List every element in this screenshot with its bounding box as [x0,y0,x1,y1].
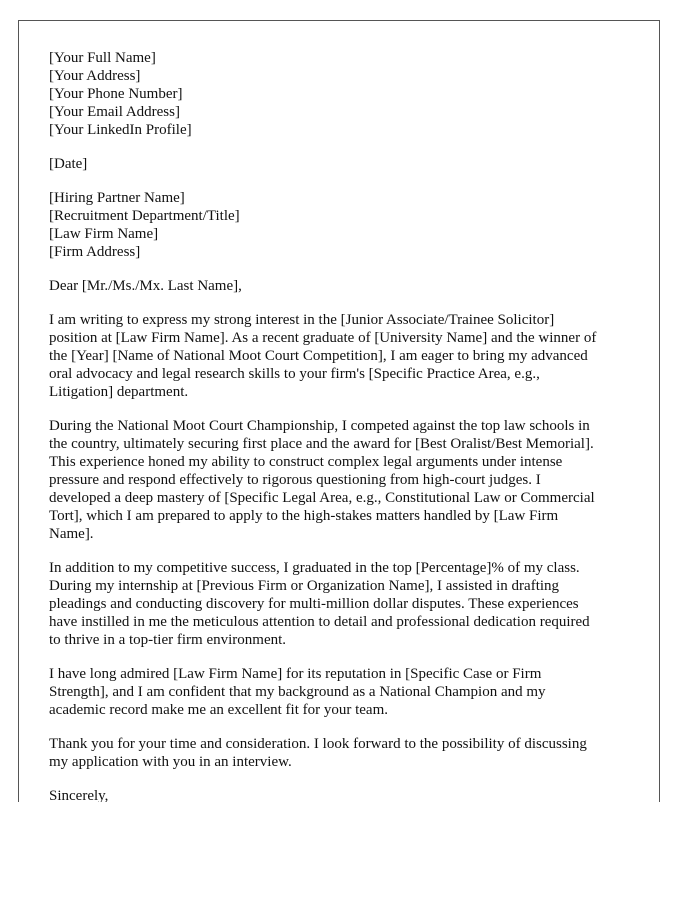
paragraph-line: I am writing to express my strong interest in the [Junior Associate/Trainee Solicitor] [49,312,555,328]
paragraph-line: Tort], which I am prepared to apply to the high-stakes matters handled by [Law Firm [49,508,559,524]
date-block [49,155,659,173]
paragraph-line: Thank you for your time and consideration. I look forward to the possibility of discussing [49,736,587,752]
recipient-name: [Hiring Partner Name] [49,190,185,206]
sender-email: [Your Email Address] [49,104,180,120]
recipient-title: [Recruitment Department/Title] [49,208,240,224]
salutation [49,277,659,295]
sender-phone: [Your Phone Number] [49,86,183,102]
recipient-address: [Firm Address] [49,244,141,260]
sender-linkedin: [Your LinkedIn Profile] [49,122,192,138]
paragraph-line: Strength], and I am confident that my background as a National Champion and my [49,684,546,700]
letter-page [18,20,660,802]
sender-name: [Your Full Name] [49,50,156,66]
paragraph-line: This experience honed my ability to construct complex legal arguments under intense [49,454,563,470]
body-paragraph [49,311,659,401]
recipient-block [49,189,659,261]
body-paragraph [49,735,659,771]
letter-date: [Date] [49,156,88,172]
body-paragraph [49,417,659,543]
sender-address: [Your Address] [49,68,141,84]
paragraph-line: developed a deep mastery of [Specific Legal Area, e.g., Constitutional Law or Commercial [49,490,595,506]
paragraph-line: During my internship at [Previous Firm or Organization Name], I assisted in drafting [49,578,560,594]
paragraph-line: my application with you in an interview. [49,754,292,770]
paragraph-line: the country, ultimately securing first place and the award for [Best Oralist/Best Memorial]. [49,436,594,452]
body-paragraph [49,559,659,649]
sender-block [49,49,659,139]
paragraph-line: have instilled in me the meticulous attention to detail and professional dedication required [49,614,590,630]
body-paragraph [49,665,659,719]
paragraph-line: During the National Moot Court Championship, I competed against the top law schools in [49,418,590,434]
recipient-firm: [Law Firm Name] [49,226,159,242]
paragraph-line: In addition to my competitive success, I graduated in the top [Percentage]% of my class. [49,560,580,576]
paragraph-line: oral advocacy and legal research skills to your firm's [Specific Practice Area, e.g., [49,366,540,382]
paragraph-line: to thrive in a top-tier firm environment. [49,632,287,648]
paragraph-line: Name]. [49,526,94,542]
paragraph-line: position at [Law Firm Name]. As a recent graduate of [University Name] and the winner of [49,330,597,346]
paragraph-line: pleadings and conducting discovery for multi-million dollar disputes. These experiences [49,596,579,612]
paragraph-line: academic record make me an excellent fit for your team. [49,702,388,718]
paragraph-line: the [Year] [Name of National Moot Court Competition], I am eager to bring my advanced [49,348,588,364]
paragraph-line: Litigation] department. [49,384,189,400]
salutation-text: Dear [Mr./Ms./Mx. Last Name], [49,278,242,294]
closing-text: Sincerely, [49,788,109,802]
paragraph-line: I have long admired [Law Firm Name] for its reputation in [Specific Case or Firm [49,666,542,682]
closing [49,787,659,802]
paragraph-line: pressure and respond effectively to rigorous questioning from high-court judges. I [49,472,541,488]
